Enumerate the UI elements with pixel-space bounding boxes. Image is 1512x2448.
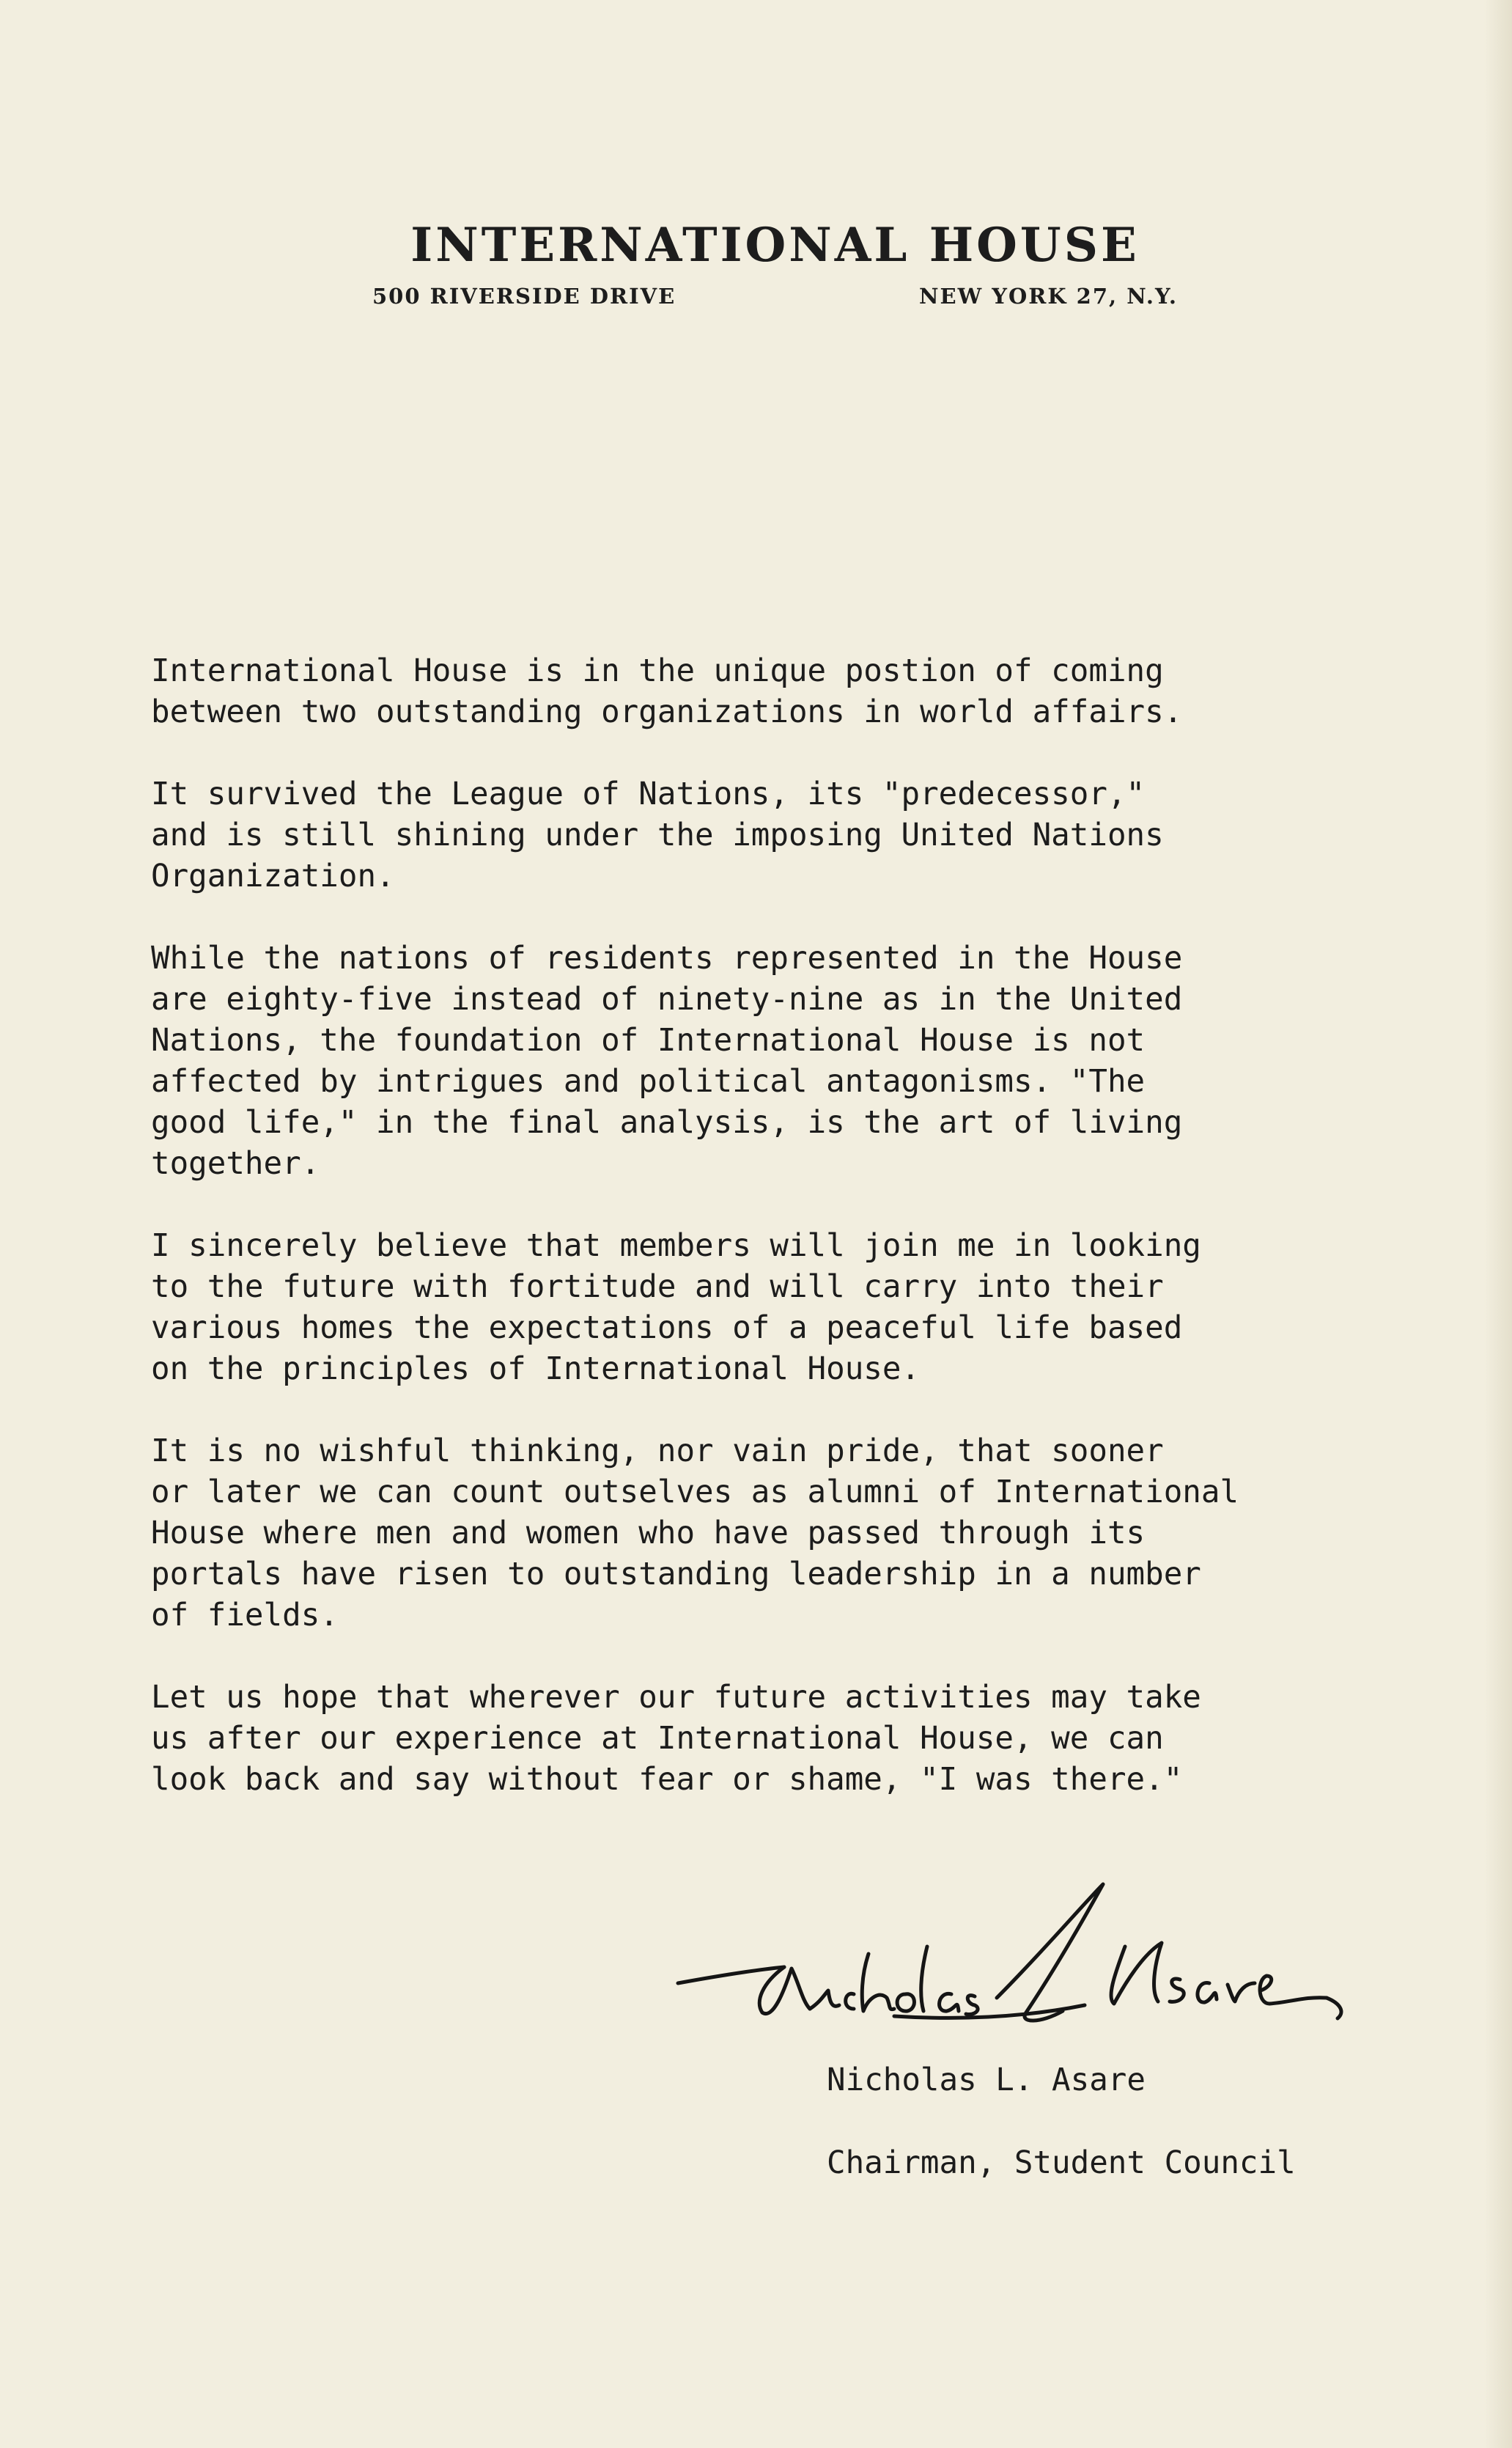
text-line: together. <box>151 1146 320 1182</box>
address-row <box>359 284 1191 309</box>
paragraph <box>151 1431 1397 1636</box>
text-line: It survived the League of Nations, its "predecessor," <box>151 776 1146 812</box>
paper-edge <box>1484 0 1512 2448</box>
text-line: between two outstanding organizations in world affairs. <box>151 694 1183 730</box>
text-line: portals have risen to outstanding leadership in a number <box>151 1556 1201 1592</box>
text-line: on the principles of International House. <box>151 1351 921 1387</box>
text-line: Let us hope that wherever our future activities may take <box>151 1680 1201 1716</box>
text-line: While the nations of residents represented in the House <box>151 941 1183 977</box>
text-line: us after our experience at International House, we can <box>151 1721 1164 1757</box>
text-line: Organization. <box>151 859 395 894</box>
organization-name: INTERNATIONAL HOUSE <box>410 218 1140 273</box>
text-line: or later we can count outselves as alumni of International <box>151 1474 1239 1510</box>
paragraph <box>151 1677 1397 1801</box>
street-address: 500 RIVERSIDE DRIVE <box>372 284 676 309</box>
text-line: various homes the expectations of a peaceful life based <box>151 1310 1183 1346</box>
signer-title: Chairman, Student Council <box>827 2145 1296 2181</box>
text-line: are eighty-five instead of ninety-nine as in the United <box>151 982 1183 1018</box>
text-line: good life," in the final analysis, is the art of living <box>151 1105 1183 1141</box>
text-line: to the future with fortitude and will carry into their <box>151 1269 1164 1305</box>
text-line: and is still shining under the imposing United Nations <box>151 817 1164 853</box>
letterhead <box>359 216 1191 309</box>
signer-name: Nicholas L. Asare <box>827 2062 1146 2098</box>
text-line: look back and say without fear or shame, "I was there." <box>151 1762 1183 1798</box>
text-line: I sincerely believe that members will join me in looking <box>151 1228 1201 1264</box>
handwritten-signature <box>674 1873 1356 2027</box>
city-address: NEW YORK 27, N.Y. <box>919 284 1178 309</box>
text-line: International House is in the unique postion of coming <box>151 653 1164 689</box>
paragraph <box>151 1226 1397 1390</box>
paragraph <box>151 774 1397 897</box>
text-line: House where men and women who have passed through its <box>151 1515 1146 1551</box>
text-line: affected by intrigues and political antagonisms. "The <box>151 1064 1146 1100</box>
text-line: It is no wishful thinking, nor vain pride, that sooner <box>151 1433 1164 1469</box>
text-line: of fields. <box>151 1598 339 1633</box>
paragraph <box>151 651 1397 733</box>
letter-body <box>151 651 1397 1842</box>
paragraph <box>151 938 1397 1185</box>
text-line: Nations, the foundation of International House is not <box>151 1023 1146 1059</box>
